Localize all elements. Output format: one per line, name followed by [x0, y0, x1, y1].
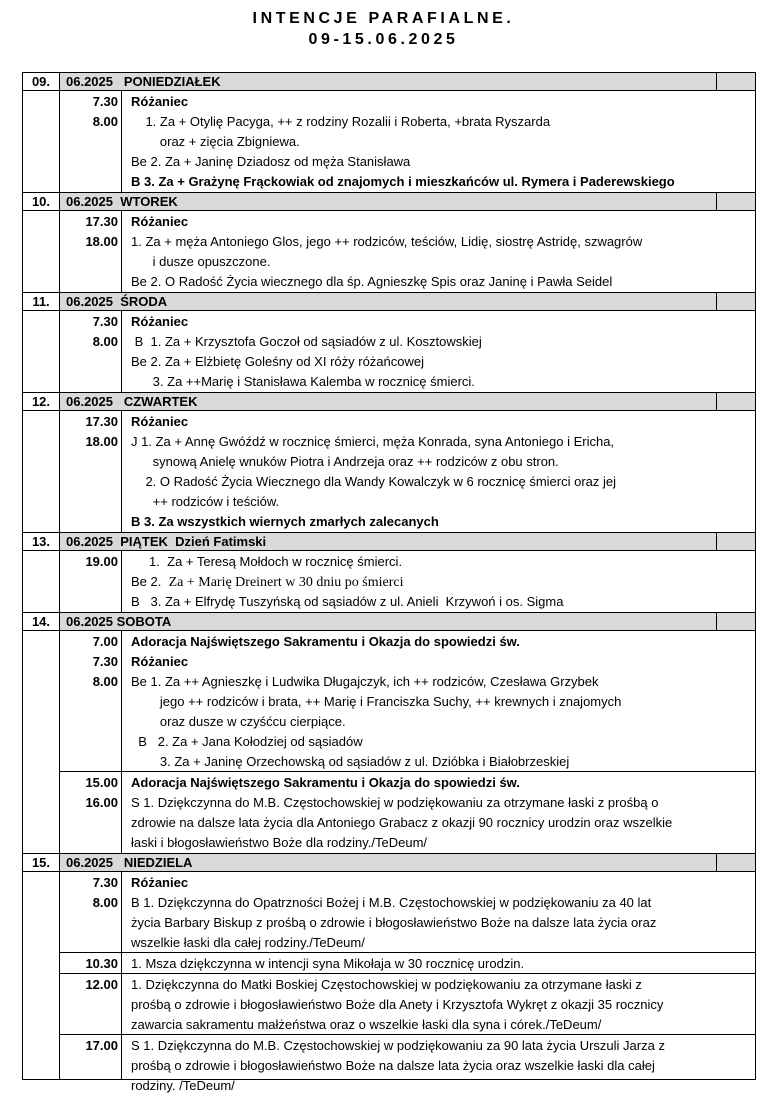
- mass-time: 7.30: [92, 654, 118, 669]
- intention-line: 1. Za + Teresą Mołdoch w rocznicę śmierci.: [131, 554, 403, 569]
- intention-line: prośbą o zdrowie i błogosławieństwo Boże dla Anety i Krzysztofa Wykręt z okazji 35 rocznicy: [131, 997, 664, 1012]
- mass-time: 19.00: [85, 554, 118, 569]
- intention-text: Be 2.: [131, 574, 169, 589]
- mass-time: 7.30: [92, 94, 118, 109]
- day-header: [23, 612, 755, 631]
- intention-line: Adoracja Najświętszego Sakramentu i Okazja do spowiedzi św.: [131, 634, 520, 649]
- intention-list: [131, 773, 751, 853]
- intention-line: 3. Za + Janinę Orzechowską od sąsiadów z ul. Dzióbka i Białobrzeskiej: [131, 754, 570, 769]
- intention-line: Różaniec: [131, 94, 189, 109]
- mass-times: [60, 92, 118, 132]
- header-divider: [716, 73, 717, 90]
- mass-times: [60, 873, 118, 913]
- day-number: 15.: [31, 855, 51, 870]
- intentions-table: [22, 72, 756, 1093]
- intention-line: Różaniec: [131, 875, 189, 890]
- day-number: 14.: [31, 614, 51, 629]
- mass-time: 18.00: [85, 234, 118, 249]
- intention-list: [131, 412, 751, 532]
- intention-line: 1. Dziękczynna do Matki Boskiej Częstochowskiej w podziękowaniu za otrzymane łaski z: [131, 977, 642, 992]
- mass-times: [60, 552, 118, 572]
- intention-line: [131, 572, 751, 592]
- mass-time: 7.00: [92, 634, 118, 649]
- mass-time: 8.00: [92, 334, 118, 349]
- mass-time: 15.00: [85, 775, 118, 790]
- header-divider: [716, 393, 717, 410]
- intention-line: Różaniec: [131, 214, 189, 229]
- day-date: 06.2025 SOBOTA: [66, 614, 172, 629]
- intention-line: B 1. Dziękczynna do Opatrzności Bożej i M.B. Częstochowskiej w podziękowaniu za 40 lat: [131, 895, 652, 910]
- intention-line: 1. Msza dziękczynna w intencji syna Mikołaja w 30 rocznicę urodzin.: [131, 956, 525, 971]
- mass-time: 16.00: [85, 795, 118, 810]
- intention-line: 2. O Radość Życia Wiecznego dla Wandy Kowalczyk w 6 rocznicę śmierci oraz jej: [131, 474, 617, 489]
- mass-times: [60, 632, 118, 692]
- intention-line: Be 2. Za + Elżbietę Goleśny od XI róży różańcowej: [131, 354, 425, 369]
- intention-line: Adoracja Najświętszego Sakramentu i Okazja do spowiedzi św.: [131, 775, 520, 790]
- mass-time: 8.00: [92, 114, 118, 129]
- intention-list: [131, 92, 751, 192]
- day-number: 09.: [31, 74, 51, 89]
- intention-line: 1. Za + męża Antoniego Glos, jego ++ rodziców, teściów, Lidię, siostrę Astridę, szwagrów: [131, 234, 643, 249]
- intention-line: i dusze opuszczone.: [131, 254, 271, 269]
- intention-line: 3. Za ++Marię i Stanisława Kalemba w rocznicę śmierci.: [131, 374, 475, 389]
- intention-line: jego ++ rodziców i brata, ++ Marię i Franciszka Suchy, ++ krewnych i znajomych: [131, 694, 622, 709]
- intention-line: S 1. Dziękczynna do M.B. Częstochowskiej w podziękowaniu za otrzymane łaski z prośbą o: [131, 795, 659, 810]
- intention-line: ++ rodziców i teściów.: [131, 494, 280, 509]
- mass-time: 17.30: [85, 414, 118, 429]
- group-separator: [60, 1034, 755, 1035]
- intention-line: łaski i błogosławieństwo Boże dla rodziny./TeDeum/: [131, 835, 428, 850]
- day-header: [23, 192, 755, 211]
- intention-line: Różaniec: [131, 654, 189, 669]
- intention-list: [131, 552, 751, 612]
- intention-line: wszelkie łaski dla całej rodziny./TeDeum/: [131, 935, 365, 950]
- intention-line: Be 1. Za ++ Agnieszkę i Ludwika Długajczyk, ich ++ rodziców, Czesława Grzybek: [131, 674, 599, 689]
- intention-line: B 3. Za wszystkich wiernych zmarłych zalecanych: [131, 514, 439, 529]
- mass-time: 7.30: [92, 875, 118, 890]
- day-date: 06.2025 CZWARTEK: [66, 394, 198, 409]
- mass-time: 8.00: [92, 674, 118, 689]
- header-divider: [716, 613, 717, 630]
- intention-line: B 2. Za + Jana Kołodziej od sąsiadów: [131, 734, 363, 749]
- intention-line: życia Barbary Biskup z prośbą o zdrowie i błogosławieństwo Boże na dalsze lata życia oraz: [131, 915, 657, 930]
- intention-line: zdrowie na dalsze lata życia dla Antoniego Grabacz z okazji 90 rocznicy urodzin oraz wszelkie: [131, 815, 673, 830]
- intention-line: B 3. Za + Elfrydę Tuszyńską od sąsiadów z ul. Anieli Krzywoń i os. Sigma: [131, 594, 564, 609]
- mass-times: [60, 412, 118, 452]
- header-divider: [716, 533, 717, 550]
- intention-line: B 1. Za + Krzysztofa Goczoł od sąsiadów z ul. Kosztowskiej: [131, 334, 482, 349]
- day-date: 06.2025 NIEDZIELA: [66, 855, 193, 870]
- intention-line: 1. Za + Otylię Pacyga, ++ z rodziny Rozalii i Roberta, +brata Ryszarda: [131, 114, 551, 129]
- mass-time: 8.00: [92, 895, 118, 910]
- intention-line: Be 2. Za + Janinę Dziadosz od męża Stanisława: [131, 154, 411, 169]
- mass-time: 12.00: [85, 977, 118, 992]
- day-header: [23, 392, 755, 411]
- group-separator: [60, 771, 755, 772]
- mass-times: [60, 954, 118, 974]
- group-separator: [60, 973, 755, 974]
- intention-line: Różaniec: [131, 414, 189, 429]
- mass-time: 7.30: [92, 314, 118, 329]
- day-date: 06.2025 PIĄTEK Dzień Fatimski: [66, 534, 267, 549]
- mass-times: [60, 1036, 118, 1056]
- day-header: [23, 532, 755, 551]
- mass-times: [60, 212, 118, 252]
- page-dates: 09-15.06.2025: [308, 31, 459, 48]
- mass-time: 17.00: [85, 1038, 118, 1053]
- intention-list: [131, 975, 751, 1035]
- day-header: [23, 292, 755, 311]
- intention-text: Za + Marię Dreinert w 30 dniu po śmierci: [168, 575, 404, 590]
- page-title: INTENCJE PARAFIALNE.: [252, 10, 515, 27]
- header-divider: [716, 193, 717, 210]
- intention-list: [131, 212, 751, 292]
- intention-line: J 1. Za + Annę Gwóźdź w rocznicę śmierci, męża Konrada, syna Antoniego i Ericha,: [131, 434, 615, 449]
- intention-line: zawarcia sakramentu małżeństwa oraz o wszelkie łaski dla syna i córek./TeDeum/: [131, 1017, 602, 1032]
- day-number: 13.: [31, 534, 51, 549]
- day-date: 06.2025 PONIEDZIAŁEK: [66, 74, 221, 89]
- intention-line: Be 2. O Radość Życia wiecznego dla śp. Agnieszkę Spis oraz Janinę i Pawła Seidel: [131, 274, 613, 289]
- intention-list: [131, 873, 751, 953]
- mass-times: [60, 312, 118, 352]
- intention-line: oraz + zięcia Zbigniewa.: [131, 134, 300, 149]
- mass-time: 17.30: [85, 214, 118, 229]
- mass-times: [60, 975, 118, 995]
- header-divider: [716, 293, 717, 310]
- intention-line: Różaniec: [131, 314, 189, 329]
- group-separator: [60, 952, 755, 953]
- day-header: [23, 853, 755, 872]
- intention-line: oraz dusze w czyśćcu cierpiące.: [131, 714, 346, 729]
- intention-list: [131, 1036, 751, 1096]
- column-divider-time: [121, 72, 122, 1079]
- intention-line: rodziny. /TeDeum/: [131, 1078, 235, 1093]
- mass-time: 18.00: [85, 434, 118, 449]
- intention-list: [131, 954, 751, 974]
- day-date: 06.2025 WTOREK: [66, 194, 178, 209]
- day-number: 12.: [31, 394, 51, 409]
- mass-times: [60, 773, 118, 813]
- intention-list: [131, 632, 751, 772]
- day-date: 06.2025 ŚRODA: [66, 294, 168, 309]
- day-header: [23, 72, 755, 91]
- intention-list: [131, 312, 751, 392]
- intention-line: synową Anielę wnuków Piotra i Andrzeja oraz ++ rodziców z obu stron.: [131, 454, 559, 469]
- intention-line: B 3. Za + Grażynę Frąckowiak od znajomych i mieszkańców ul. Rymera i Paderewskiego: [131, 174, 675, 189]
- mass-time: 10.30: [85, 956, 118, 971]
- day-number: 11.: [32, 294, 50, 309]
- intention-line: prośbą o zdrowie i błogosławieństwo Boże na dalsze lata życia oraz wszelkie łaski dla całej: [131, 1058, 655, 1073]
- header-divider: [716, 854, 717, 871]
- intention-line: S 1. Dziękczynna do M.B. Częstochowskiej w podziękowaniu za 90 lata życia Urszuli Jarza z: [131, 1038, 665, 1053]
- day-number: 10.: [31, 194, 51, 209]
